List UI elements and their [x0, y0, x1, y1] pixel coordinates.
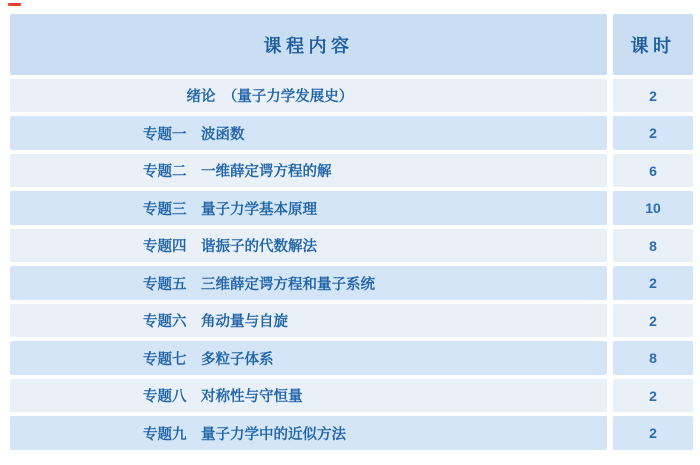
- course-hours-value: 8: [613, 341, 693, 375]
- course-hours-value: 2: [613, 116, 693, 150]
- course-topic-label: 专题八 对称性与守恒量: [10, 379, 607, 413]
- course-topic-label: 专题二 一维薛定谔方程的解: [10, 154, 607, 188]
- course-hours-value: 2: [613, 304, 693, 338]
- table-row: [10, 116, 693, 150]
- course-hours-value: 10: [613, 191, 693, 225]
- table-header-row: [10, 14, 693, 75]
- table-row: [10, 229, 693, 263]
- course-hours-value: 2: [613, 79, 693, 113]
- course-topic-label: 专题五 三维薛定谔方程和量子系统: [10, 266, 607, 300]
- course-hours-value: 8: [613, 229, 693, 263]
- table-row: [10, 304, 693, 338]
- course-topic-label: 专题四 谐振子的代数解法: [10, 229, 607, 263]
- red-dash-artifact: [8, 3, 21, 6]
- table-row: [10, 379, 693, 413]
- table-row: [10, 79, 693, 113]
- table-row: [10, 416, 693, 450]
- header-course-content: 课程内容: [10, 14, 607, 75]
- course-hours-value: 2: [613, 379, 693, 413]
- header-class-hours: 课时: [613, 14, 693, 75]
- course-topic-label: 专题七 多粒子体系: [10, 341, 607, 375]
- course-hours-value: 2: [613, 416, 693, 450]
- table-row: [10, 341, 693, 375]
- course-topic-label: 专题九 量子力学中的近似方法: [10, 416, 607, 450]
- course-hours-value: 2: [613, 266, 693, 300]
- table-row: [10, 154, 693, 188]
- table-row: [10, 266, 693, 300]
- course-topic-label: 专题六 角动量与自旋: [10, 304, 607, 338]
- table-row: [10, 191, 693, 225]
- course-topic-label: 绪论 （量子力学发展史）: [10, 79, 607, 113]
- course-topic-label: 专题一 波函数: [10, 116, 607, 150]
- course-table: [10, 14, 693, 450]
- course-hours-value: 6: [613, 154, 693, 188]
- course-topic-label: 专题三 量子力学基本原理: [10, 191, 607, 225]
